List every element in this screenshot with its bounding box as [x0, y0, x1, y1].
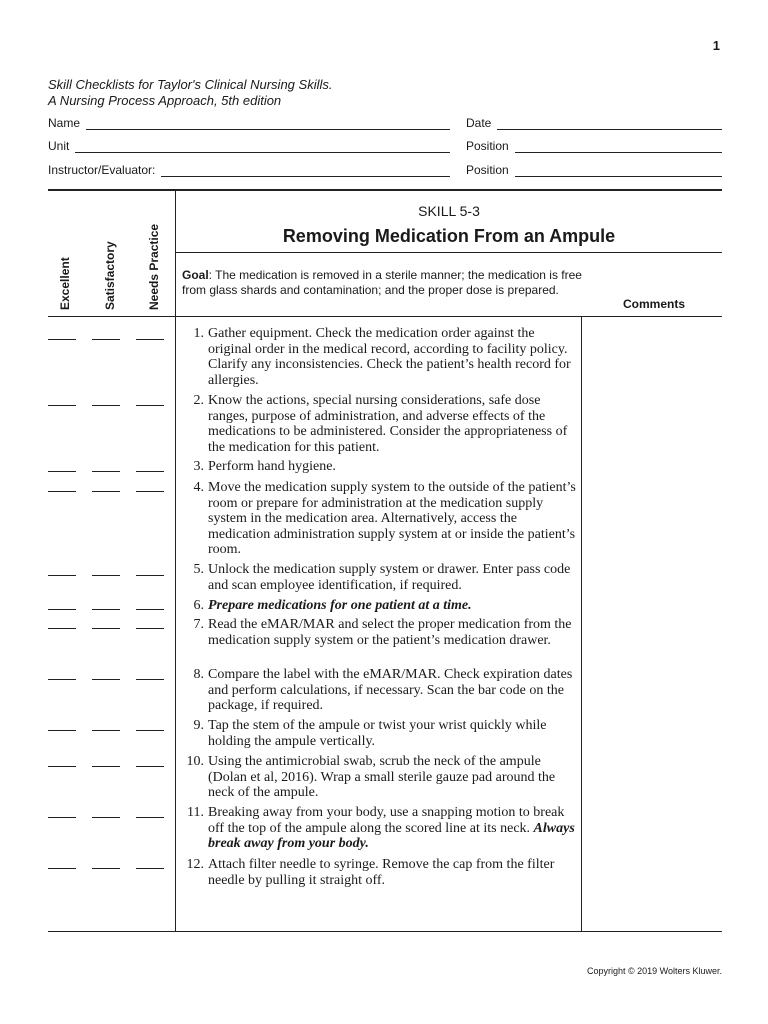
book-edition: A Nursing Process Approach, 5th edition	[48, 93, 282, 108]
step-text-plain: Move the medication supply system to the outside of the patient’s room or prepare for administration at the medication supply system in the medication area. Alternatively, access the medication administration supply system at or inside the patient’s room.	[208, 480, 576, 558]
name-field[interactable]	[48, 116, 450, 130]
excellent-blank[interactable]	[48, 730, 76, 731]
date-line[interactable]	[497, 117, 722, 130]
step-text	[208, 805, 578, 852]
step-text-plain: Using the antimicrobial swab, scrub the neck of the ampule (Dolan et al, 2016). Wrap a small sterile gauze pad around the neck of the ampule.	[208, 754, 556, 801]
excellent-blank[interactable]	[48, 491, 76, 492]
excellent-blank[interactable]	[48, 817, 76, 818]
needs-practice-blank[interactable]	[136, 868, 164, 869]
step-number: 11.	[187, 805, 204, 820]
skill-number: SKILL 5-3	[418, 203, 480, 219]
satisfactory-blank[interactable]	[92, 868, 120, 869]
excellent-blank[interactable]	[48, 575, 76, 576]
name-label: Name	[48, 116, 81, 130]
position-label-2: Position	[466, 163, 509, 177]
rating-blanks-step-2	[48, 405, 166, 407]
field-row-unit	[48, 139, 722, 157]
step-number: 6.	[193, 598, 204, 613]
skill-title: Removing Medication From an Ampule	[282, 226, 616, 246]
needs-practice-blank[interactable]	[136, 730, 164, 731]
step-text	[208, 718, 578, 749]
step-number: 9.	[193, 718, 204, 733]
table-bottom-rule	[48, 931, 722, 932]
unit-field[interactable]	[48, 139, 450, 153]
satisfactory-blank[interactable]	[92, 491, 120, 492]
position-label-1: Position	[466, 139, 509, 153]
needs-practice-blank[interactable]	[136, 609, 164, 610]
excellent-blank[interactable]	[48, 766, 76, 767]
excellent-blank[interactable]	[48, 609, 76, 610]
satisfactory-blank[interactable]	[92, 609, 120, 610]
position-line-1[interactable]	[515, 140, 722, 153]
excellent-blank[interactable]	[48, 628, 76, 629]
rating-blanks-step-11	[48, 817, 166, 819]
goal-text: : The medication is removed in a sterile manner; the medication is free from glass shards and contamination; and the proper dose is prepared.	[182, 268, 582, 297]
satisfactory-blank[interactable]	[92, 817, 120, 818]
needs-practice-blank[interactable]	[136, 405, 164, 406]
rating-blanks-step-6	[48, 609, 166, 611]
step-number: 2.	[193, 393, 204, 408]
step-text-plain: Unlock the medication supply system or drawer. Enter pass code and scan employee identification, if required.	[208, 562, 571, 593]
comments-header: Comments	[622, 297, 685, 311]
excellent-blank[interactable]	[48, 405, 76, 406]
needs-practice-blank[interactable]	[136, 817, 164, 818]
step-text	[208, 562, 578, 593]
name-line[interactable]	[86, 117, 450, 130]
rating-blanks-step-5	[48, 575, 166, 577]
position-field-2[interactable]	[466, 163, 722, 177]
step-number: 10.	[186, 754, 204, 769]
step-number: 1.	[193, 326, 204, 341]
rating-blanks-step-7	[48, 628, 166, 630]
step-text-emphasis: Always break away from your body.	[208, 820, 575, 852]
rating-blanks-step-10	[48, 766, 166, 768]
satisfactory-blank[interactable]	[92, 628, 120, 629]
excellent-blank[interactable]	[48, 339, 76, 340]
step-text	[208, 617, 578, 648]
step-text-plain: Gather equipment. Check the medication order against the original order in the medical record, according to facility policy. Clarify any inconsistencies. Check the patient’s health record for allergies.	[208, 326, 571, 388]
excellent-blank[interactable]	[48, 868, 76, 869]
step-text-plain: Breaking away from your body, use a snapping motion to break off the top of the ampule along the scored line at its neck.	[208, 805, 565, 836]
unit-label: Unit	[48, 139, 70, 153]
position-line-2[interactable]	[515, 164, 722, 177]
field-row-name	[48, 116, 722, 134]
excellent-blank[interactable]	[48, 679, 76, 680]
instructor-label: Instructor/Evaluator:	[48, 163, 156, 177]
table-top-rule	[48, 189, 722, 191]
satisfactory-blank[interactable]	[92, 575, 120, 576]
step-text	[208, 857, 578, 888]
needs-practice-blank[interactable]	[136, 471, 164, 472]
needs-practice-blank[interactable]	[136, 679, 164, 680]
step-text	[208, 754, 578, 801]
needs-practice-blank[interactable]	[136, 491, 164, 492]
rating-blanks-step-3	[48, 471, 166, 473]
rating-blanks-step-12	[48, 868, 166, 870]
step-number: 5.	[193, 562, 204, 577]
step-text-plain: Compare the label with the eMAR/MAR. Check expiration dates and perform calculations, if necessary. Scan the bar code on the package, if required.	[208, 667, 573, 714]
satisfactory-blank[interactable]	[92, 339, 120, 340]
rating-blanks-step-8	[48, 679, 166, 681]
date-label: Date	[466, 116, 492, 130]
rating-needs-practice-header: Needs Practice	[147, 223, 161, 310]
step-number: 7.	[193, 617, 204, 632]
step-text	[208, 326, 578, 388]
step-text	[208, 598, 578, 614]
rating-satisfactory-header: Satisfactory	[103, 241, 117, 310]
satisfactory-blank[interactable]	[92, 766, 120, 767]
page-number: 1	[712, 38, 720, 53]
step-text-plain: Perform hand hygiene.	[208, 459, 336, 474]
needs-practice-blank[interactable]	[136, 628, 164, 629]
goal-label: Goal	[182, 268, 209, 282]
step-text-plain: Tap the stem of the ampule or twist your wrist quickly while holding the ampule vertically.	[208, 718, 547, 749]
header-bottom-rule	[48, 316, 722, 317]
step-text	[208, 459, 578, 475]
excellent-blank[interactable]	[48, 471, 76, 472]
rating-excellent-header: Excellent	[58, 257, 72, 310]
satisfactory-blank[interactable]	[92, 405, 120, 406]
satisfactory-blank[interactable]	[92, 730, 120, 731]
column-divider-left	[175, 190, 176, 931]
position-field-1[interactable]	[466, 139, 722, 153]
step-text	[208, 480, 578, 558]
step-text-plain: Attach filter needle to syringe. Remove the cap from the filter needle by pulling it straight off.	[208, 857, 555, 888]
unit-line[interactable]	[75, 140, 450, 153]
book-title: Skill Checklists for Taylor's Clinical Nursing Skills.	[48, 77, 333, 92]
needs-practice-blank[interactable]	[136, 339, 164, 340]
step-number: 8.	[193, 667, 204, 682]
rating-blanks-step-1	[48, 339, 166, 341]
column-divider-comments	[581, 317, 582, 931]
rating-blanks-step-4	[48, 491, 166, 493]
instructor-line[interactable]	[161, 164, 450, 177]
title-rule	[176, 252, 722, 253]
book-header	[48, 77, 332, 109]
step-text-plain: Read the eMAR/MAR and select the proper medication from the medication supply system or the patient’s medication drawer.	[208, 617, 572, 648]
step-text	[208, 393, 578, 455]
field-row-instructor	[48, 163, 722, 181]
instructor-field[interactable]	[48, 163, 450, 177]
needs-practice-blank[interactable]	[136, 575, 164, 576]
step-text-emphasis: Prepare medications for one patient at a time.	[208, 598, 472, 613]
step-number: 12.	[186, 857, 204, 872]
rating-blanks-step-9	[48, 730, 166, 732]
step-number: 4.	[193, 480, 204, 495]
satisfactory-blank[interactable]	[92, 471, 120, 472]
goal-statement	[182, 268, 592, 297]
needs-practice-blank[interactable]	[136, 766, 164, 767]
step-text-plain: Know the actions, special nursing considerations, safe dose ranges, purpose of administration, and adverse effects of the medications to be administered. Consider the appropriateness of the medication for this patient.	[208, 393, 568, 455]
date-field[interactable]	[466, 116, 722, 130]
step-text	[208, 667, 578, 714]
step-number: 3.	[193, 459, 204, 474]
satisfactory-blank[interactable]	[92, 679, 120, 680]
copyright-notice: Copyright © 2019 Wolters Kluwer.	[586, 966, 722, 976]
